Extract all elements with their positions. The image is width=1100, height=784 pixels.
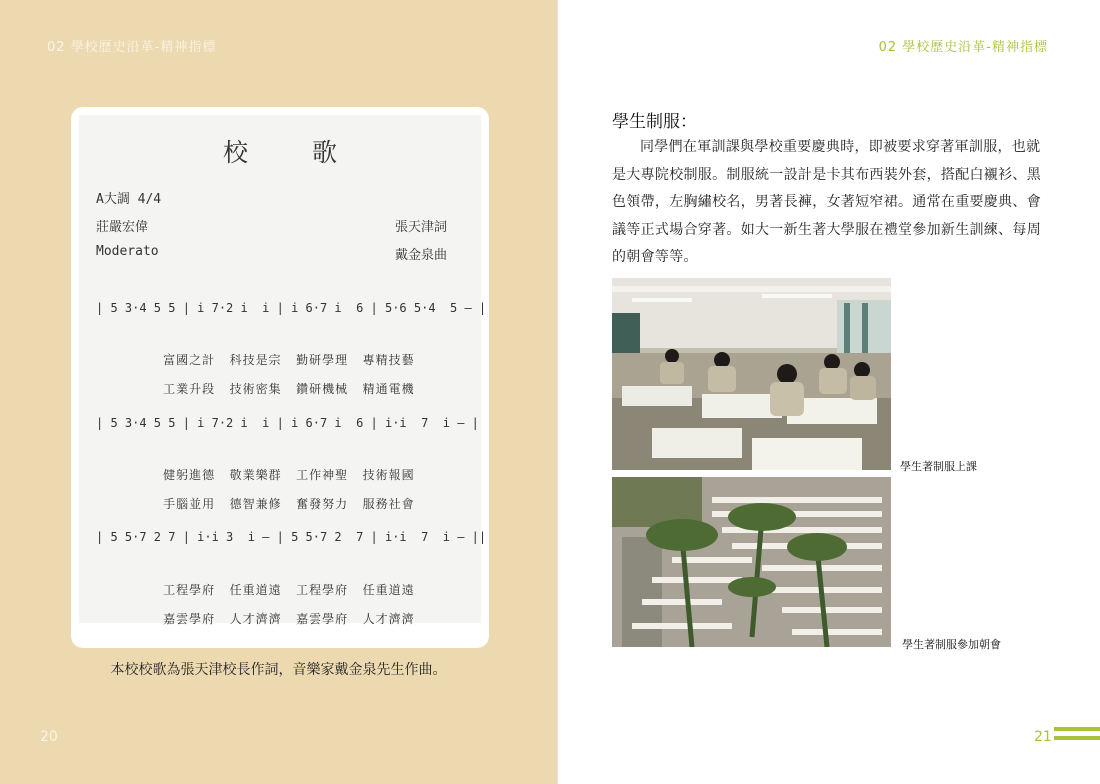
stripe <box>1054 727 1100 731</box>
stripe <box>1054 736 1100 740</box>
right-page <box>557 0 1100 784</box>
notation-line-2: | 5 3·4 5 5 | i 7·2 i i | i 6·7 i 6 | i·i 7 i — | <box>96 416 479 430</box>
classroom-scene-icon <box>612 278 891 470</box>
song-title: 校 歌 <box>223 138 365 167</box>
left-running-header: 02 學校歷史沿革-精神指標 <box>47 40 217 55</box>
classroom-photo <box>612 278 891 470</box>
right-running-header: 02 學校歷史沿革-精神指標 <box>878 40 1048 55</box>
lyrics-line: 工程學府 任重道遠 工程學府 任重道遠 <box>163 583 415 597</box>
school-song-card <box>71 107 489 648</box>
notation-line-1: | 5 3·4 5 5 | i 7·2 i i | i 6·7 i 6 | 5·6 5·4 5 — | <box>96 301 487 315</box>
lyrics-line: 嘉雲學府 人才濟濟 嘉雲學府 人才濟濟 <box>163 612 415 626</box>
decorative-stripes <box>1054 727 1100 745</box>
section-title: 學生制服： <box>612 112 697 132</box>
sheet-music <box>79 115 487 626</box>
notation-line-3: | 5 5·7 2 7 | i·i 3 i — | 5 5·7 2 7 | i·i 7 i — || <box>96 530 487 544</box>
song-caption: 本校校歌為張天津校長作詞，音樂家戴金泉先生作曲。 <box>110 662 447 678</box>
page-number-left: 20 <box>40 729 58 745</box>
assembly-photo-caption: 學生著制服參加朝會 <box>902 638 1001 651</box>
composer-credit: 戴金泉曲 <box>395 248 448 263</box>
page-number-right: 21 <box>1034 729 1052 745</box>
uniform-paragraph: 同學們在軍訓課與學校重要慶典時，即被要求穿著軍訓服，也就是大專院校制服。制服統一設計是卡其布西裝外套，搭配白襯衫、黑色領帶，左胸繡校名，男著長褲，女著短窄裙。通常在重要慶典、會議等正式場合穿著。如大一新生著大學服在禮堂參加新生訓練、每周的朝會等等。 <box>612 139 1041 265</box>
tempo-chinese: 莊嚴宏偉 <box>96 220 149 235</box>
classroom-photo-caption: 學生著制服上課 <box>900 460 977 473</box>
assembly-scene-icon <box>612 477 891 647</box>
key-signature: A大調 4/4 <box>96 192 162 207</box>
lyrics-line: 手腦並用 德智兼修 奮發努力 服務社會 <box>163 497 415 511</box>
lyrics-line: 富國之計 科技是宗 勤研學理 專精技藝 <box>163 353 415 367</box>
lyrics-line: 工業升段 技術密集 鑽研機械 精通電機 <box>163 382 415 396</box>
assembly-photo <box>612 477 891 647</box>
lyricist-credit: 張天津詞 <box>395 220 448 235</box>
tempo-marking: Moderato <box>96 244 159 259</box>
lyrics-line: 健躬進德 敬業樂群 工作神聖 技術報國 <box>163 468 415 482</box>
